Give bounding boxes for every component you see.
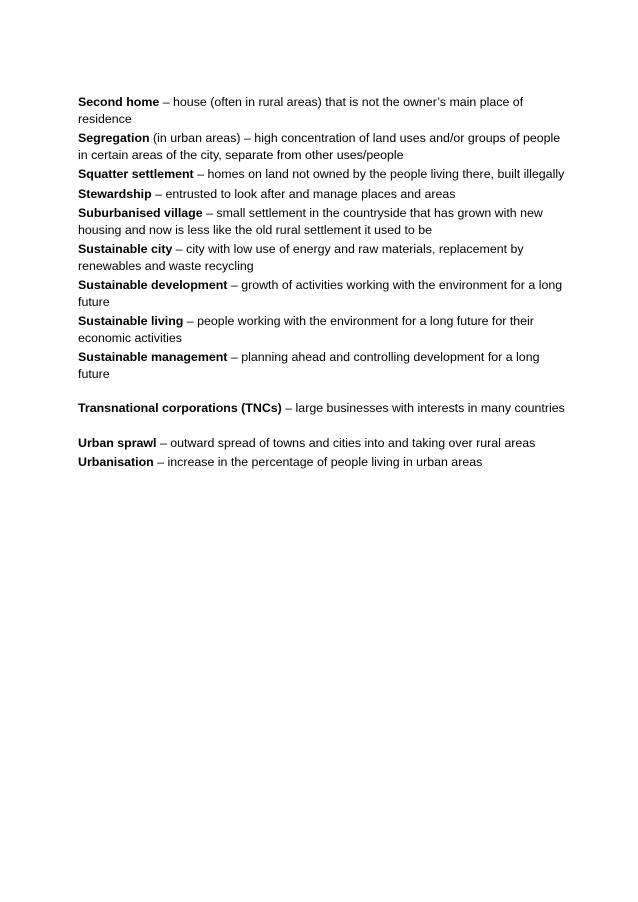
- glossary-definition: – growth of activities working with the environment for a long future: [78, 278, 563, 309]
- glossary-definition: – entrusted to look after and manage places and areas: [151, 186, 456, 201]
- glossary-definition: – people working with the environment for a long future for their economic activities: [78, 314, 534, 345]
- glossary-term: Stewardship: [78, 186, 152, 201]
- glossary-term: Sustainable city: [78, 242, 173, 256]
- glossary-term: Urbanisation: [78, 455, 154, 469]
- glossary-entry-squatter-settlement: [78, 166, 568, 183]
- glossary-entry-urbanisation: [78, 454, 568, 471]
- glossary-entry-suburbanised-village: [78, 205, 568, 238]
- glossary-term: Second home: [78, 95, 160, 109]
- glossary-entry-segregation: [78, 130, 568, 163]
- glossary-entry-sustainable-management: [78, 349, 568, 382]
- glossary-term: Transnational corporations (TNCs): [78, 401, 282, 415]
- glossary-entry-sustainable-city: [78, 241, 568, 274]
- glossary-entry-tncs: [78, 400, 568, 417]
- glossary-entry-stewardship: [78, 186, 568, 203]
- glossary-definition: – large businesses with interests in many countries: [281, 401, 565, 415]
- glossary-page: [78, 94, 568, 474]
- glossary-term: Squatter settlement: [78, 167, 194, 181]
- glossary-term: Urban sprawl: [78, 435, 157, 450]
- glossary-term: Segregation: [78, 131, 150, 145]
- glossary-term: Sustainable living: [78, 314, 184, 328]
- glossary-definition: – high concentration of land uses and/or groups of people in certain areas of the city, separate from other uses/people: [78, 131, 561, 162]
- glossary-definition: – planning ahead and controlling development for a long future: [78, 350, 540, 381]
- glossary-definition: – small settlement in the countryside that has grown with new housing and now is less like the old rural settlement it used to be: [78, 206, 543, 237]
- glossary-entry-second-home: [78, 94, 568, 127]
- glossary-definition: – outward spread of towns and cities into and taking over rural areas: [156, 435, 536, 450]
- glossary-term: Sustainable development: [78, 278, 228, 292]
- glossary-term: Sustainable management: [78, 350, 228, 364]
- glossary-qualifier: (in urban areas): [149, 131, 241, 145]
- glossary-definition: – house (often in rural areas) that is not the owner’s main place of residence: [78, 95, 524, 126]
- glossary-definition: – city with low use of energy and raw materials, replacement by renewables and waste recycling: [78, 242, 524, 273]
- glossary-definition: – increase in the percentage of people living in urban areas: [153, 455, 483, 469]
- glossary-entry-sustainable-development: [78, 277, 568, 310]
- glossary-term: Suburbanised village: [78, 206, 203, 220]
- glossary-definition: – homes on land not owned by the people living there, built illegally: [193, 167, 565, 181]
- glossary-entry-urban-sprawl: [78, 435, 568, 452]
- glossary-entry-sustainable-living: [78, 313, 568, 346]
